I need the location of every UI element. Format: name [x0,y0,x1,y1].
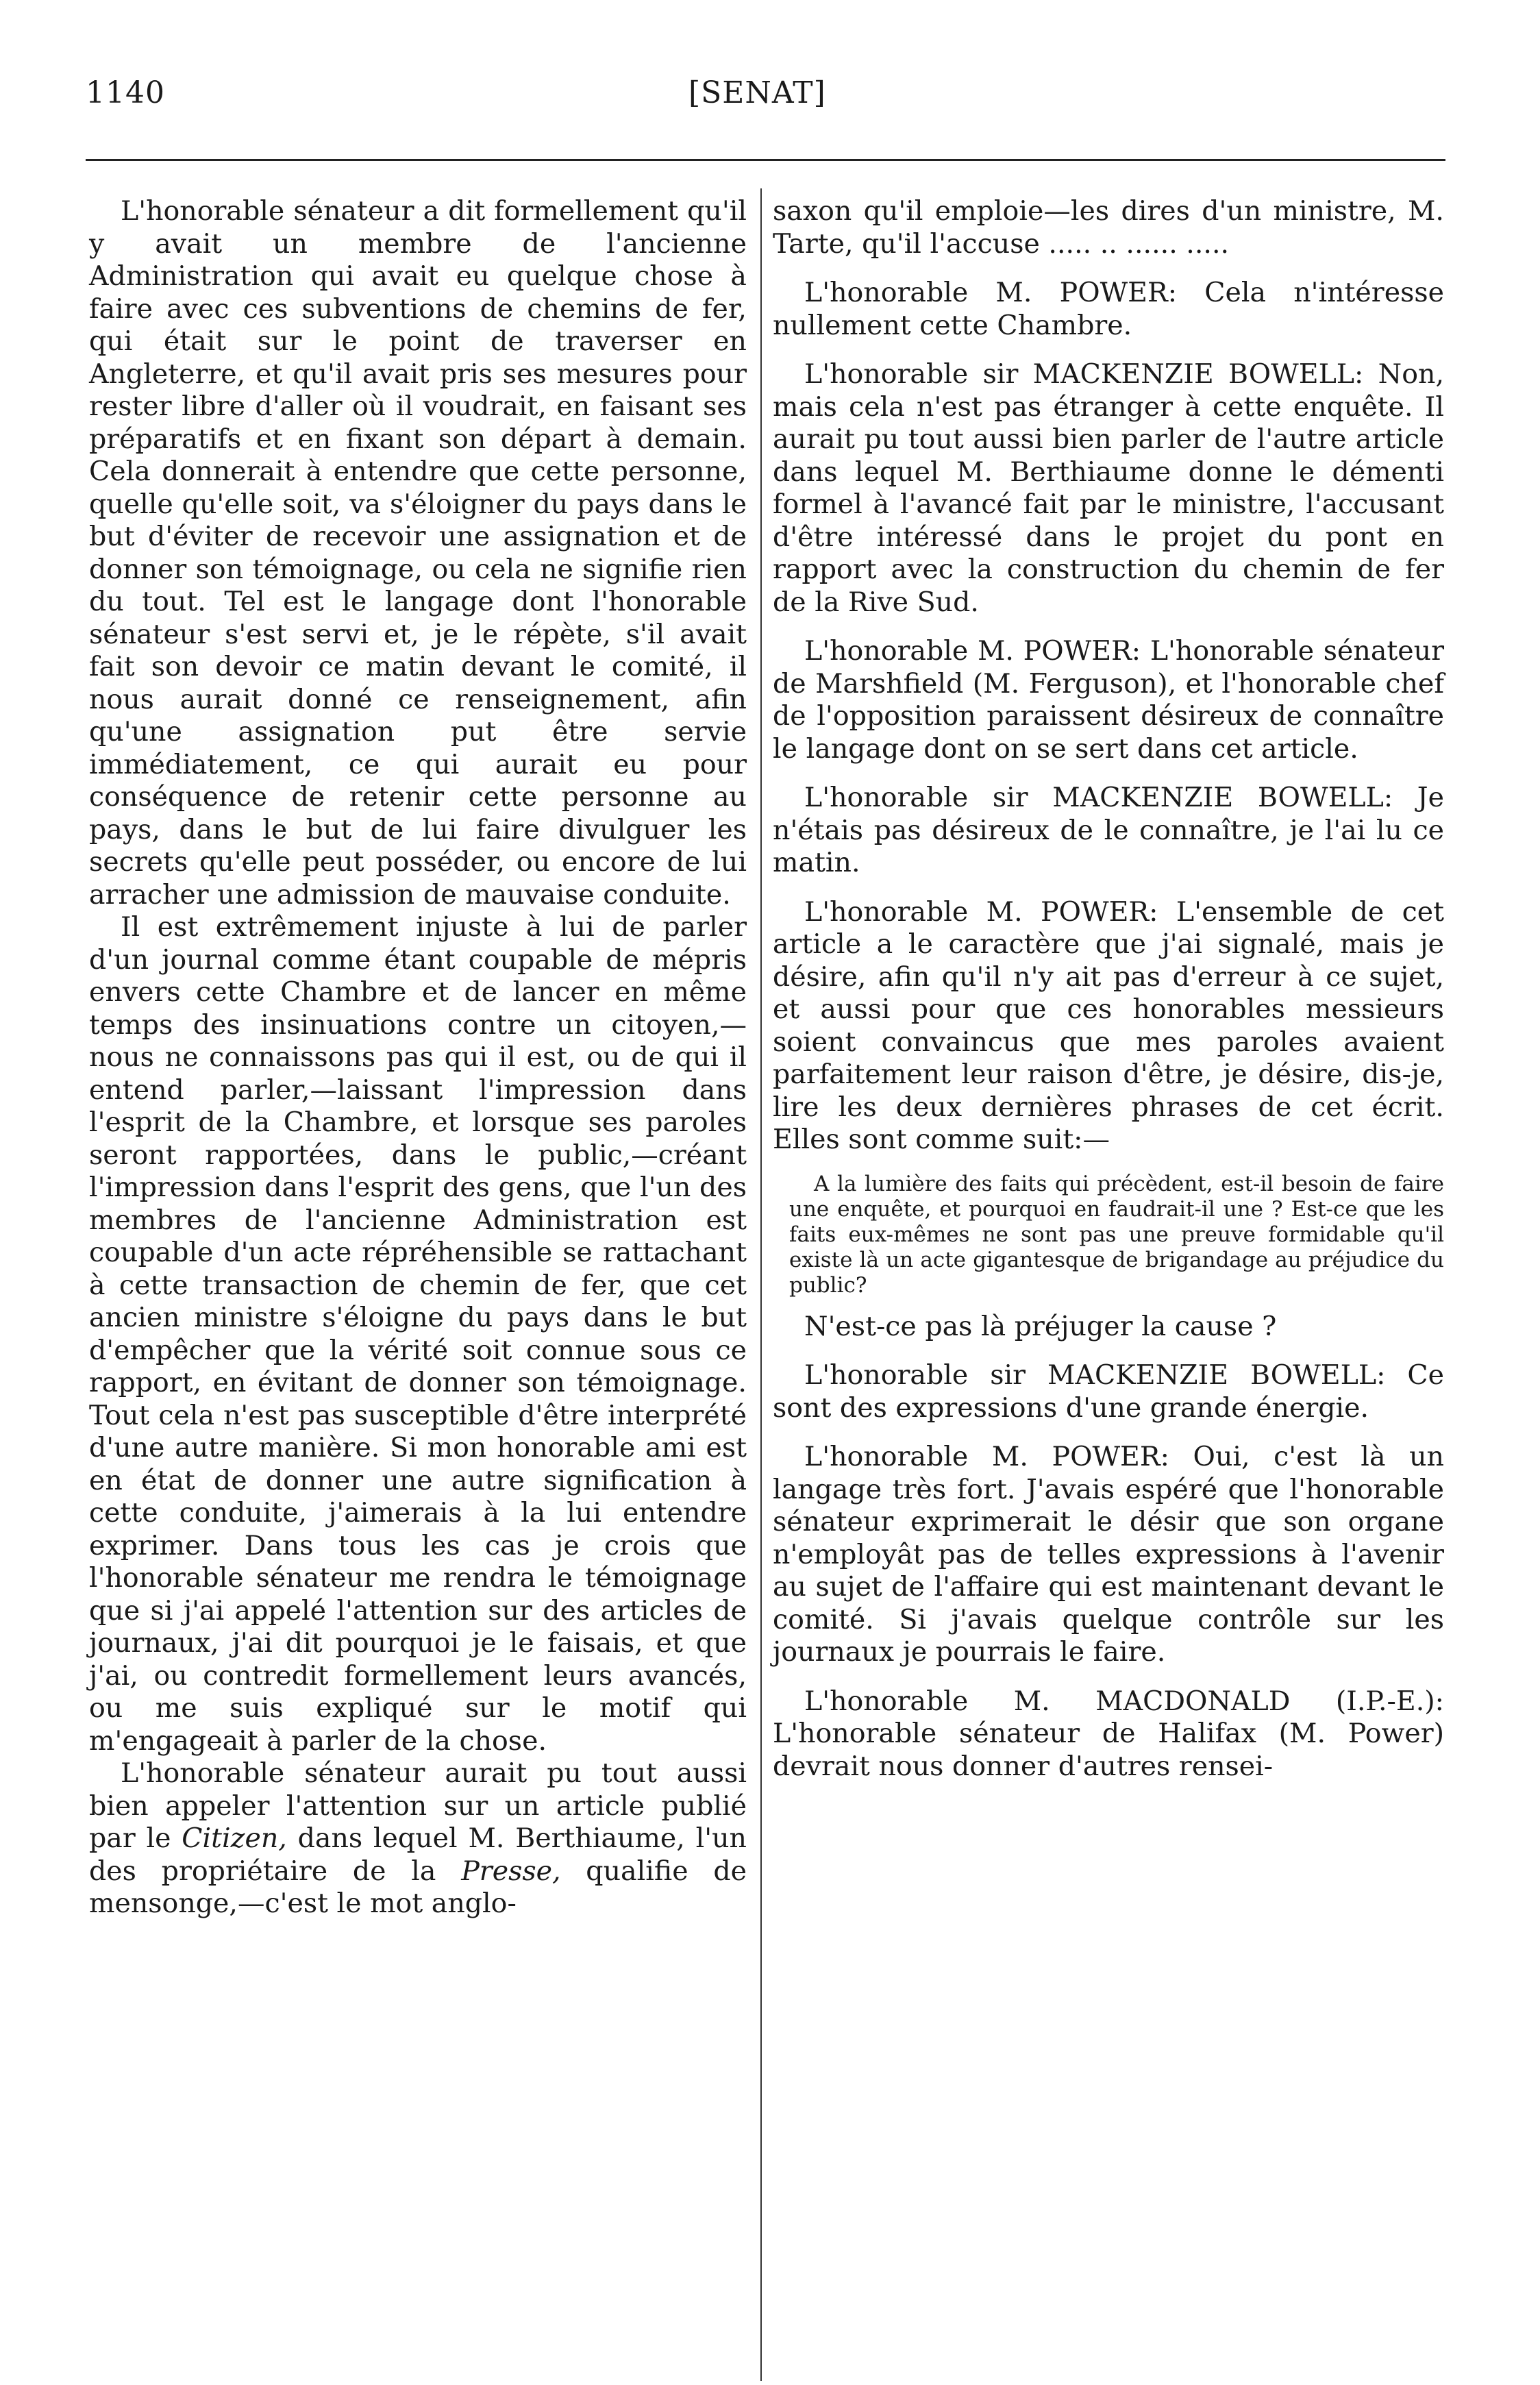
newspaper-title-citizen: Citizen, [182,1822,287,1854]
quoted-passage: A la lumière des faits qui précèdent, est-il besoin de faire une enquête, et pourquoi en faudrait-il une ? Est-ce que les faits eux-mêmes ne sont pas une preuve formidable qu'il existe là un acte gigantesque de brigandage au préjudice du public? [789,1171,1444,1298]
paragraph: N'est-ce pas là préjuger la cause ? [804,1310,1277,1342]
paragraph: saxon qu'il emploie—les dires d'un ministre, M. Tarte, qu'il l'accuse ..... .. ...... ..... [773,195,1444,260]
paragraph-text: L'honorable sénateur aurait pu tout aussi bien appeler l'attention sur un article publié par le [89,1757,747,1854]
paragraph: Il est extrêmement injuste à lui de parler d'un journal comme étant coupable de mépris envers cette Chambre et de lancer en même temps des insinuations contre un citoyen,—nous ne connaissons pas qui il est, ou de qui il entend parler,—laissant l'impression dans l'esprit de la Chambre, et lorsque ses paroles seront rapportées, dans le public,—créant l'impression dans l'esprit des gens, que l'un des membres de l'ancienne Administration est coupable d'un acte répréhensible se rattachant à cette transaction de chemin de fer, que cet ancien ministre s'éloigne du pays dans le but d'empêcher que la vérité soit connue sous ce rapport, en évitant de donner son témoignage. Tout cela n'est pas susceptible d'être interprété d'une autre manière. Si mon honorable ami est en état de donner une autre signification à cette conduite, j'aimerais à la lui entendre exprimer. Dans tous les cas je crois que l'honorable sénateur me rendra le témoignage que si j'ai appelé l'attention sur des articles de journaux, j'ai dit pourquoi je le faisais, et que j'ai, ou contredit formellement leurs avancés, ou me suis expliqué sur le motif qui m'engageait à parler de la chose. [89,911,747,1757]
left-column [89,195,747,1920]
page-number: 1140 [86,75,165,110]
speech: L'honorable sir MACKENZIE BOWELL: Non, mais cela n'est pas étranger à cette enquête. Il aurait pu tout aussi bien parler de l'autre article dans lequel M. Berthiaume donne le démenti formel à l'avancé fait par le ministre, l'accusant d'être intéressé dans le projet du pont en rapport avec la construction du chemin de fer de la Rive Sud. [773,358,1444,618]
right-column [773,195,1444,1783]
speech: L'honorable M. POWER: L'honorable sénateur de Marshfield (M. Ferguson), et l'honorable chef de l'opposition paraissent désireux de connaître le langage dont on se sert dans cet article. [773,635,1444,765]
running-head: [SENAT] [688,75,826,110]
paragraph-text: qualifie de mensonge,—c'est le mot anglo- [89,1855,747,1919]
speech: L'honorable M. POWER: Cela n'intéresse nullement cette Chambre. [773,277,1444,341]
paragraph: L'honorable sénateur a dit formellement qu'il y avait un membre de l'ancienne Administration qui avait eu quelque chose à faire avec ces subventions de chemins de fer, qui était sur le point de traverser en Angleterre, et qu'il avait pris ses mesures pour rester libre d'aller où il voudrait, en faisant ses préparatifs et en fixant son départ à demain. Cela donnerait à entendre que cette personne, quelle qu'elle soit, va s'éloigner du pays dans le but d'éviter de recevoir une assignation et de donner son témoignage, ou cela ne signifie rien du tout. Tel est le langage dont l'honorable sénateur s'est servi et, je le répète, s'il avait fait son devoir ce matin devant le comité, il nous aurait donné ce renseignement, afin qu'une assignation put être servie immédiatement, ce qui aurait eu pour conséquence de retenir cette personne au pays, dans le but de lui faire divulguer les secrets qu'elle peut posséder, ou encore de lui arracher une admission de mauvaise conduite. [89,195,747,911]
speech: L'honorable M. POWER: Oui, c'est là un langage très fort. J'avais espéré que l'honorable sénateur exprimerait le désir que son organe n'employât pas de telles expressions à l'avenir au sujet de l'affaire qui est maintenant devant le comité. Si j'avais quelque contrôle sur les journaux je pourrais le faire. [773,1441,1444,1668]
paragraph-text: dans lequel M. Berthiaume, l'un des propriétaire de la [89,1822,747,1887]
paragraph [89,1757,747,1920]
speech: L'honorable sir MACKENZIE BOWELL: Je n'étais pas désireux de le connaître, je l'ai lu ce matin. [773,782,1444,878]
speech: L'honorable M. MACDONALD (I.P.-E.): L'honorable sénateur de Halifax (M. Power) devrait nous donner d'autres rensei- [773,1685,1444,1782]
header-rule [86,159,1445,161]
newspaper-title-presse: Presse, [461,1855,561,1887]
speech: L'honorable M. POWER: L'ensemble de cet article a le caractère que j'ai signalé, mais je désire, afin qu'il n'y ait pas d'erreur à ce sujet, et aussi pour que ces honorables messieurs soient convaincus que mes paroles avaient parfaitement leur raison d'être, je désire, dis-je, lire les deux dernières phrases de cet écrit. Elles sont comme suit:— [773,895,1444,1155]
column-divider [760,188,762,2381]
speech: L'honorable sir MACKENZIE BOWELL: Ce sont des expressions d'une grande énergie. [773,1359,1444,1424]
page-header [86,75,1444,123]
